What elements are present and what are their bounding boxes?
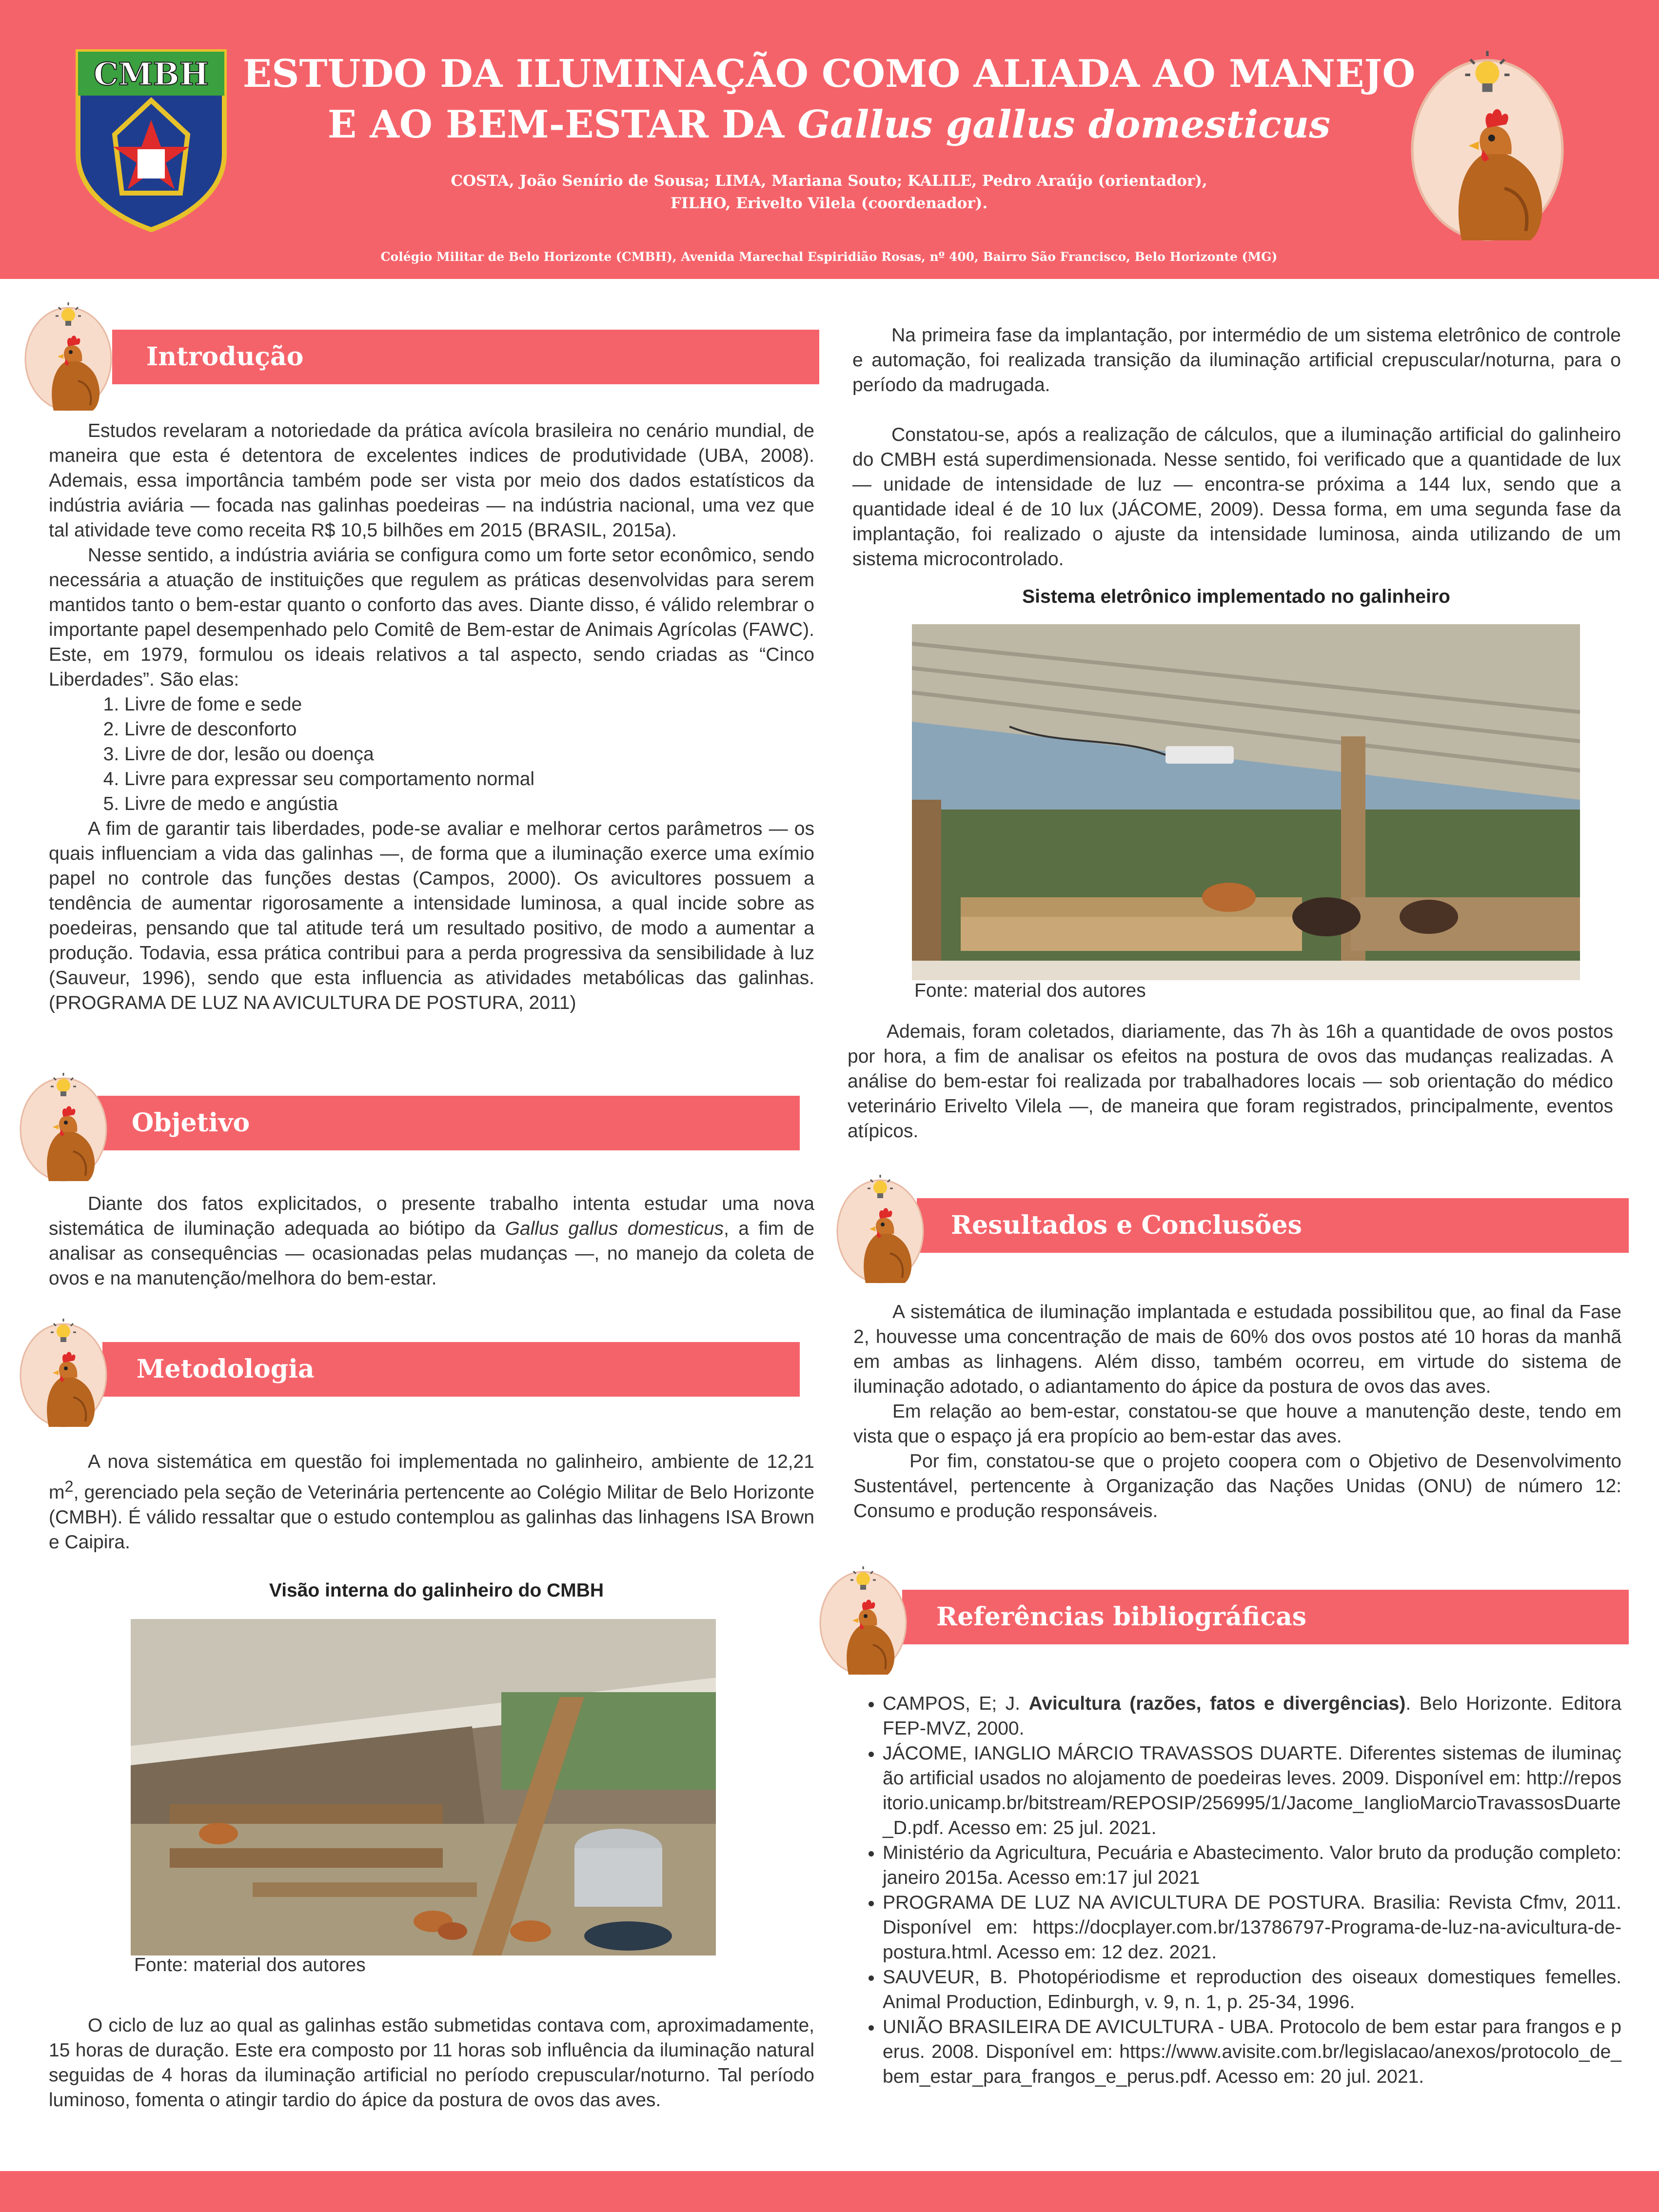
metodologia-text-a: A nova sistemática em questão foi implementada no galinheiro, ambiente de 12,21 m [49, 1451, 814, 1503]
intro-paragraph-2: Nesse sentido, a indústria aviária se configura como um forte setor econômico, sendo necessária a atuação de instituições que regulem as práticas desenvolvidas para serem mantidos tanto o bem-estar quanto o conforto das aves. Diante disso, é válido relembrar o importante papel desempenhado pelo Comitê de Bem-estar de Animais Agrícolas (FAWC). Este, em 1979, formulou os ideais relativos a tal aspecto, sendo criadas as “Cinco Liberdades”. São elas: [49, 545, 814, 690]
reference-bold-title: Avicultura (razões, fatos e divergências) [1028, 1693, 1406, 1714]
objetivo-scientific-name: Gallus gallus domesticus [505, 1218, 724, 1239]
reference-item: • PROGRAMA DE LUZ NA AVICULTURA DE POSTURA. Brasilia: Revista Cfmv, 2011. Disponível em: https://docplayer.com.br/13786797-Programa-de-luz-na-avicultura-de-postura.html. Acesso em: 12 dez. 2021. [883, 1890, 1621, 1965]
footer-band [0, 2171, 1659, 2212]
authors-line-2: FILHO, Erivelto Vilela (coordenador). [670, 195, 988, 212]
hen-egg-icon [814, 1560, 912, 1677]
title-line-2-prefix: E AO BEM-ESTAR DA [327, 102, 798, 147]
reference-text: . Belo Horizonte. Editora FEP-MVZ, 2000. [883, 1693, 1621, 1739]
reference-item: • Ministério da Agricultura, Pecuária e Abastecimento. Valor bruto da produção completo: janeiro 2015a. Acesso em:17 jul 2021 [883, 1840, 1621, 1890]
references-text [849, 1691, 1621, 2089]
resultados-paragraph-1: A sistemática de iluminação implantada e estudada possibilitou que, ao final da Fase 2, houvesse uma concentração de mais de 60% dos ovos postos até 10 horas da manhã em ambas as linhagens. Além disso, também ocorreu, em virtude do sistema de iluminação adotado, o adiantamento do ápice da postura de ovos das aves. [853, 1302, 1621, 1397]
figure-1-caption: Visão interna do galinheiro do CMBH [269, 1580, 604, 1601]
right-column-text [852, 323, 1621, 572]
resultados-paragraph-3: Por fim, constatou-se que o projeto coopera com o Objetivo de Desenvolvimento Sustentável, pertencente à Organização das Nações Unidas (ONU) de número 12: Consumo e produção responsáveis. [853, 1451, 1621, 1521]
metodologia-paragraph-2: O ciclo de luz ao qual as galinhas estão submetidas contava com, aproximadamente, 15 horas de duração. Este era composto por 11 horas sob influência da iluminação natural seguidas de 4 horas da iluminação artificial no período crepuscular/noturno. Tal período luminoso, fomenta o atingir tardio do ápice da postura de ovos das aves. [49, 2015, 814, 2111]
list-item: 5. Livre de medo e angústia [124, 791, 814, 816]
authors [312, 170, 1346, 215]
intro-paragraph-1: Estudos revelaram a notoriedade da prática avícola brasileira no cenário mundial, de maneira que esta é detentora de excelentes indices de produtividade (UBA, 2008). Ademais, essa importância também pode ser vista por meio dos dados estatísticos da indústria aviária — focada nas galinhas poedeiras — na indústria nacional, uma vez que tal atividade teve como receita R$ 10,5 bilhões em 2015 (BRASIL, 2015a). [49, 420, 814, 541]
objetivo-text [49, 1191, 814, 1291]
metodologia-text-b: , gerenciado pela seção de Veterinária pertencente ao Colégio Militar de Belo Horizonte (CMBH). É válido ressaltar que o estudo contemplou as galinhas das linhagens ISA Brown e Caipira. [49, 1482, 814, 1553]
metodologia-text [49, 1449, 814, 1555]
right-paragraph-1: Na primeira fase da implantação, por intermédio de um sistema eletrônico de controle e automação, foi realizada transição da iluminação artificial crepuscular/noturna, para o período da madrugada. [852, 325, 1621, 395]
objetivo-text-a: Diante dos fatos explicitados, o presente trabalho intenta estudar uma nova sistemática de iluminação adequada ao biótipo da [49, 1193, 814, 1239]
resultados-text [853, 1300, 1621, 1523]
electronic-system-photo [912, 624, 1580, 980]
list-item: 1. Livre de fome e sede [124, 692, 814, 717]
title-line-1: ESTUDO DA ILUMINAÇÃO COMO ALIADA AO MANEJO [242, 52, 1416, 96]
list-item: 4. Livre para expressar seu comportamento normal [124, 767, 814, 791]
hen-egg-icon [831, 1168, 929, 1285]
hen-egg-icon [15, 1066, 112, 1183]
section-heading-introducao: Introdução [112, 330, 819, 384]
five-freedoms-list [49, 692, 814, 816]
reference-item: • JÁCOME, IANGLIO MÁRCIO TRAVASSOS DUARTE. Diferentes sistemas de iluminação artificial usados no alojamento de poedeiras leves. 2009. Disponível em: http://repositorio.unicamp.br/bitstream/REPOSIP/256995/1/Jacome_IanglioMarcioTravassosDuarte_D.pdf. Acesso em: 25 jul. 2021. [883, 1741, 1621, 1840]
affiliation: Colégio Militar de Belo Horizonte (CMBH), Avenida Marechal Espiridião Rosas, nº 400, Bairro São Francisco, Belo Horizonte (MG) [380, 250, 1278, 264]
objetivo-paragraph [49, 1191, 814, 1291]
coop-interior-photo [131, 1619, 716, 1955]
metodologia-paragraph-1 [49, 1449, 814, 1555]
section-heading-resultados: Resultados e Conclusões [917, 1198, 1629, 1253]
reference-text: CAMPOS, E; J. [883, 1693, 1029, 1714]
right-paragraph-3: Ademais, foram coletados, diariamente, das 7h às 16h a quantidade de ovos postos por hora, a fim de analisar os efeitos na postura de ovos das mudanças realizadas. A análise do bem-estar foi realizada por trabalhadores locais — sob orientação do médico veterinário Erivelto Vilela —, de maneira que foram registrados, principalmente, eventos atípicos. [848, 1021, 1613, 1142]
hen-egg-icon [1400, 39, 1575, 244]
section-heading-metodologia: Metodologia [102, 1342, 800, 1397]
section-heading-referencias: Referências bibliográficas [902, 1590, 1629, 1644]
references-list [849, 1691, 1621, 2089]
intro-paragraph-3: A fim de garantir tais liberdades, pode-se avaliar e melhorar certos parâmetros — os quais influenciam a vida das galinhas —, de forma que a iluminação exerce uma exímio papel no controle das funções destas (Campos, 2000). Os avicultores possuem a tendência de aumentar rigorosamente a intensidade luminosa, a qual incide sobre as poedeiras, pensando que tal atitude terá um resultado positivo, de modo a aumentar a produção. Todavia, essa prática contribui para a perda progressiva da sensibilidade à luz (Sauveur, 1996), sendo que esta influencia as atividades metabólicas das galinhas. (PROGRAMA DE LUZ NA AVICULTURA DE POSTURA, 2011) [49, 818, 814, 1013]
logo-text: CMBH [93, 56, 209, 93]
metodologia-text-2 [49, 2013, 814, 2113]
poster-title [234, 49, 1424, 150]
hen-egg-icon [15, 1312, 112, 1429]
objetivo-text-b: , a fim de analisar as consequências — ocasionadas pelas mudanças —, no manejo da coleta de ovos e na manutenção/melhora do bem-estar. [49, 1218, 814, 1289]
figure-2-source: Fonte: material dos autores [914, 980, 1146, 1001]
authors-line-1: COSTA, João Senírio de Sousa; LIMA, Mariana Souto; KALILE, Pedro Araújo (orientador), [451, 172, 1207, 190]
crest-logo [73, 47, 229, 232]
right-paragraph-2: Constatou-se, após a realização de cálculos, que a iluminação artificial do galinheiro do CMBH está superdimensionada. Nesse sentido, foi verificado que a quantidade de lux — unidade de intensidade de luz — encontra-se próxima a 144 lux, sendo que a quantidade ideal é de 10 lux (JÁCOME, 2009). Dessa forma, em uma segunda fase da implantação, foi realizado o ajuste da intensidade luminosa, ainda utilizando de um sistema microcontrolado. [852, 424, 1621, 570]
right-column-text-2 [848, 1019, 1613, 1144]
list-item: 2. Livre de desconforto [124, 717, 814, 742]
resultados-paragraph-2: Em relação ao bem-estar, constatou-se que houve a manutenção deste, tendo em vista que o espaço já era propício ao bem-estar das aves. [853, 1401, 1621, 1447]
list-item: 3. Livre de dor, lesão ou doença [124, 742, 814, 767]
hen-egg-icon [20, 296, 117, 413]
title-line-2-scientific-name: Gallus gallus domesticus [797, 102, 1331, 147]
reference-item: • UNIÃO BRASILEIRA DE AVICULTURA - UBA. Protocolo de bem estar para frangos e perus. 2008. Disponível em: https://www.avisite.com.br/legislacao/anexos/protocolo_de_bem_estar_para_frangos_e_perus.pdf. Acesso em: 20 jul. 2021. [883, 2014, 1621, 2089]
reference-item [883, 1691, 1621, 1741]
section-heading-objetivo: Objetivo [98, 1096, 800, 1150]
intro-text [49, 418, 814, 1015]
reference-item: • SAUVEUR, B. Photopériodisme et reproduction des oiseaux domestiques femelles. Animal Production, Edinburgh, v. 9, n. 1, p. 25-34, 1996. [883, 1965, 1621, 2014]
figure-2-caption: Sistema eletrônico implementado no galinheiro [1022, 586, 1450, 607]
superscript: 2 [64, 1478, 74, 1495]
figure-1-source: Fonte: material dos autores [134, 1955, 366, 1975]
